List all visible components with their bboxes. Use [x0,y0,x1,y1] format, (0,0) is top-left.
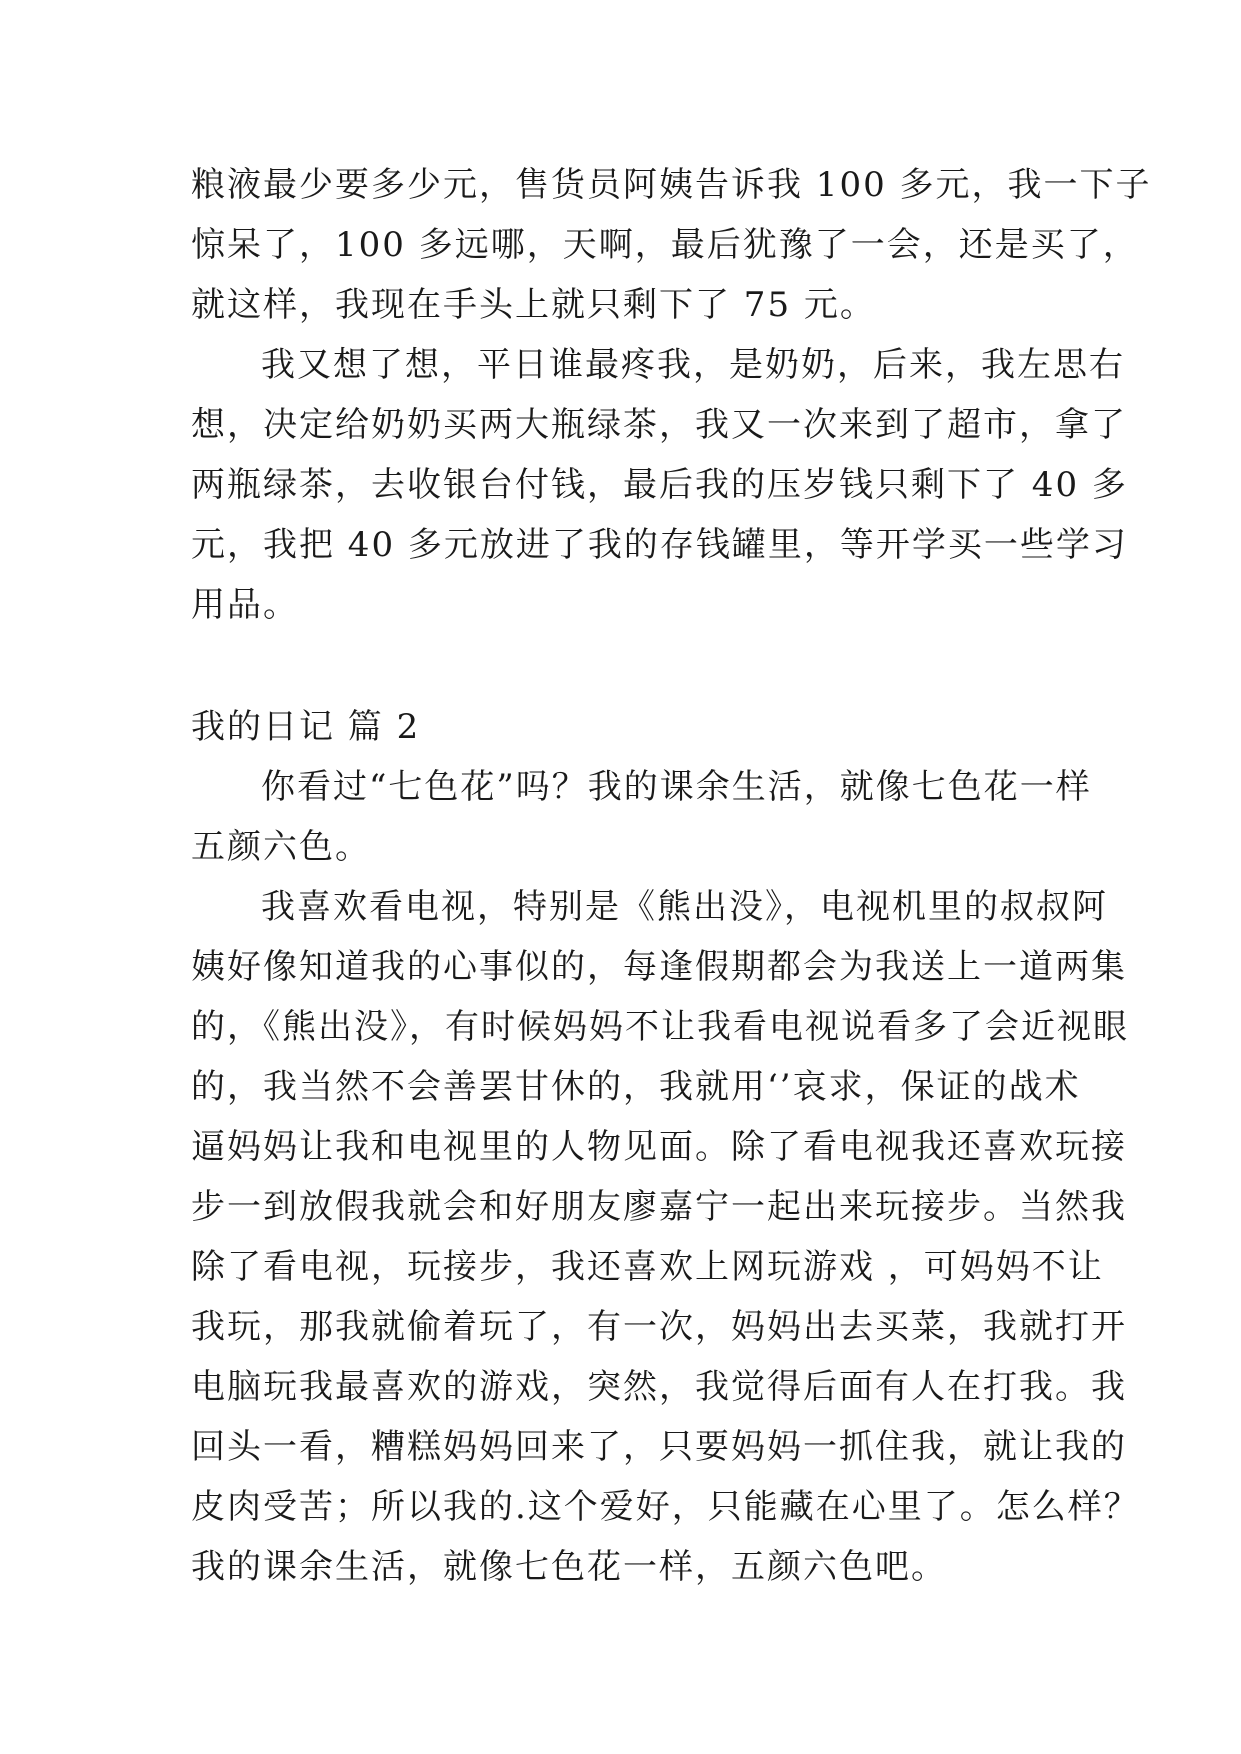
text-line: 的，我当然不会善罢甘休的，我就用‘’哀求，保证的战术 [191,1067,1081,1107]
text-line: 惊呆了，100 多远哪，天啊，最后犹豫了一会，还是买了， [191,225,1139,265]
paragraph-1 [191,155,1152,335]
text-line: 元，我把 40 多元放进了我的存钱罐里，等开学买一些学习 [191,525,1128,565]
text-line: 的，《熊出没》，有时候妈妈不让我看电视说看多了会近视眼 [191,1007,1129,1047]
text-line: 我的课余生活，就像七色花一样，五颜六色吧。 [191,1547,947,1587]
text-line: 就这样，我现在手头上就只剩下了 75 元。 [191,285,876,325]
text-line: 姨好像知道我的心事似的，每逢假期都会为我送上一道两集 [191,947,1127,987]
text-line: 我玩，那我就偷着玩了，有一次，妈妈出去买菜，我就打开 [191,1307,1127,1347]
text-line: 电脑玩我最喜欢的游戏，突然，我觉得后面有人在打我。我 [191,1367,1127,1407]
section-heading: 我的日记 篇 2 [191,707,421,747]
text-line: 回头一看，糟糕妈妈回来了，只要妈妈一抓住我，就让我的 [191,1427,1127,1467]
paragraph-3 [191,757,1092,877]
text-line: 两瓶绿茶，去收银台付钱，最后我的压岁钱只剩下了 40 多 [191,465,1128,505]
text-line: 除了看电视，玩接步，我还喜欢上网玩游戏 ，可妈妈不让 [191,1247,1104,1287]
text-line: 我又想了想，平日谁最疼我，是奶奶，后来，我左思右 [261,345,1125,385]
text-line: 用品。 [191,585,299,625]
text-line: 皮肉受苦；所以我的.这个爱好，只能藏在心里了。怎么样？ [191,1487,1140,1527]
text-line: 五颜六色。 [191,827,371,867]
paragraph-2 [191,335,1128,635]
text-line: 我喜欢看电视，特别是《熊出没》，电视机里的叔叔阿 [261,887,1108,927]
text-line: 步一到放假我就会和好朋友廖嘉宁一起出来玩接步。当然我 [191,1187,1127,1227]
paragraph-4 [191,877,1140,1597]
text-line: 粮液最少要多少元，售货员阿姨告诉我 100 多元，我一下子 [191,165,1152,205]
text-line: 逼妈妈让我和电视里的人物见面。除了看电视我还喜欢玩接 [191,1127,1127,1167]
document-page [191,155,1152,1597]
text-line: 想，决定给奶奶买两大瓶绿茶，我又一次来到了超市，拿了 [191,405,1127,445]
text-line: 你看过“七色花”吗？我的课余生活，就像七色花一样 [261,767,1092,807]
